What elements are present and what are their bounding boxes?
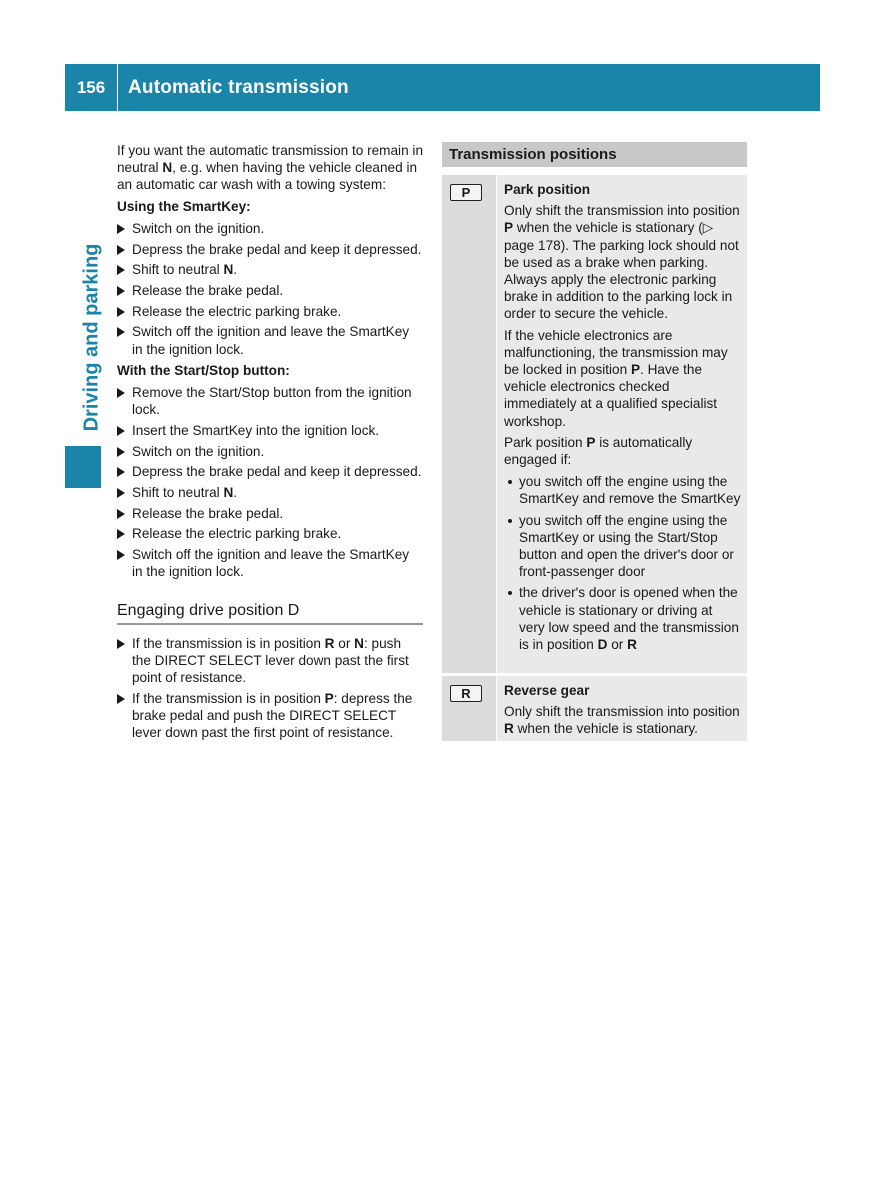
step-item [117,635,423,687]
step-item [117,422,423,439]
bold-term: N [354,635,364,651]
bold-term: N [223,262,234,278]
text-segment: Switch on the ignition. [132,220,265,236]
bold-term: R [627,637,637,653]
section-side-tab [65,446,101,488]
text-segment: , e.g. when having the vehicle cleaned in an automatic car wash with a towing system: [117,160,418,193]
table-title: Transmission positions [442,142,747,167]
text-segment: . Have the vehicle electronics checked immediately at a qualified specialist workshop. [504,362,718,429]
park-para-1 [504,202,741,322]
text-segment: Only shift the transmission into position [504,203,740,219]
text-segment: Depress the brake pedal and keep it depressed. [132,241,422,257]
text-segment: Shift to neutral [132,484,224,500]
bullet-dot-icon [508,480,512,484]
text-segment: Switch off the ignition and leave the SmartKey in the ignition lock. [132,324,410,357]
text-segment: Insert the SmartKey into the ignition lock. [132,422,380,438]
step-arrow-icon [117,509,125,519]
text-segment: If the vehicle electronics are malfunctioning, the transmission may be locked in position [504,327,728,378]
text-segment: is automatically engaged if: [504,434,693,468]
bold-term: D [597,637,608,653]
park-title: Park position [504,182,591,197]
text-segment: Shift to neutral [132,262,224,278]
text-segment: Depress the brake pedal and keep it depressed. [132,464,422,480]
page-number: 156 [65,64,118,111]
text-segment: If you want the automatic transmission to remain in neutral [117,143,423,176]
text-segment: Release the brake pedal. [132,282,284,298]
step-arrow-icon [117,426,125,436]
page-header [65,64,820,111]
engage-heading: Engaging drive position D [117,602,423,624]
key-cell-park [442,175,496,673]
text-segment: . [233,484,238,500]
side-label-text: Driving and parking [80,243,103,432]
text-segment: . [233,262,238,278]
text-segment: : depress the brake pedal and push the DIRECT SELECT lever down past the first point of resistance. [132,690,413,741]
step-arrow-icon [117,286,125,296]
step-item [117,384,423,418]
step-arrow-icon [117,245,125,255]
text-segment: Only shift the transmission into position [504,704,740,720]
reverse-title: Reverse gear [504,683,590,698]
step-arrow-icon [117,388,125,398]
step-item [117,303,423,320]
text-segment: you switch off the engine using the SmartKey or using the Start/Stop button and open the driver's door or front-passenger door [519,512,734,580]
step-item [117,241,423,258]
text-segment: you switch off the engine using the SmartKey and remove the SmartKey [519,474,741,507]
text-segment: when the vehicle is stationary (▷ page 178). The parking lock should not be used as a brake when parking. Always apply the electronic parking brake in addition to the parking lock in order to secure the vehicle. [504,220,739,322]
value-cell-reverse [497,676,747,741]
bullet-dot-icon [508,591,512,595]
intro-paragraph [117,142,423,194]
bold-term: P [504,220,514,236]
text-segment: If the transmission is in position [132,690,325,706]
step-arrow-icon [117,307,125,317]
park-para-3 [504,434,741,468]
bold-term: P [630,362,641,378]
bold-term: R [504,721,514,737]
startstop-heading: With the Start/Stop button: [117,362,290,378]
step-item [117,443,423,460]
step-arrow-icon [117,265,125,275]
engage-steps [117,635,423,742]
bullet-dot-icon [508,519,512,523]
step-item [117,282,423,299]
step-item [117,220,423,237]
text-segment: Switch on the ignition. [132,443,265,459]
park-para-2 [504,327,741,430]
text-segment: the driver's door is opened when the vehicle is stationary or driving at very low speed and the transmission is in position [519,585,739,653]
step-arrow-icon [117,694,125,704]
step-item [117,690,423,742]
bold-term: R [324,635,335,651]
step-item [117,463,423,480]
bullet-item [504,512,741,581]
step-arrow-icon [117,550,125,560]
table-row-park [442,175,747,673]
text-segment: Release the brake pedal. [132,505,284,521]
step-item [117,261,423,278]
startstop-steps [117,384,423,581]
bold-term: N [223,484,234,500]
value-cell-park [497,175,747,673]
left-column [117,142,423,745]
step-item [117,505,423,522]
key-p-icon: P [450,184,482,201]
key-r-icon: R [450,685,482,702]
text-segment: Park position [504,434,587,450]
step-item [117,484,423,501]
bullet-item [504,473,741,507]
reverse-para-1 [504,703,741,737]
smartkey-heading: Using the SmartKey: [117,198,251,214]
step-arrow-icon [117,224,125,234]
page-title: Automatic transmission [128,77,349,98]
step-arrow-icon [117,488,125,498]
text-segment: Switch off the ignition and leave the SmartKey in the ignition lock. [132,547,410,580]
text-segment: If the transmission is in position [132,635,325,651]
step-item [117,525,423,542]
step-item [117,323,423,357]
text-segment: or [334,635,355,651]
text-segment: : push the DIRECT SELECT lever down past the first point of resistance. [132,635,409,686]
bold-term: P [324,690,334,706]
key-cell-reverse [442,676,496,741]
park-bullets [504,473,741,653]
text-segment: Release the electric parking brake. [132,303,342,319]
step-arrow-icon [117,327,125,337]
step-arrow-icon [117,529,125,539]
bold-term: P [586,434,596,450]
step-arrow-icon [117,639,125,649]
step-item [117,546,423,580]
bullet-item [504,584,741,653]
bold-term: N [162,160,173,176]
text-segment: when the vehicle is stationary. [513,721,698,737]
step-arrow-icon [117,467,125,477]
table-row-reverse [442,676,747,741]
text-segment: or [607,637,628,653]
step-arrow-icon [117,447,125,457]
smartkey-steps [117,220,423,358]
text-segment: Release the electric parking brake. [132,526,342,542]
text-segment: Remove the Start/Stop button from the ignition lock. [132,384,412,418]
